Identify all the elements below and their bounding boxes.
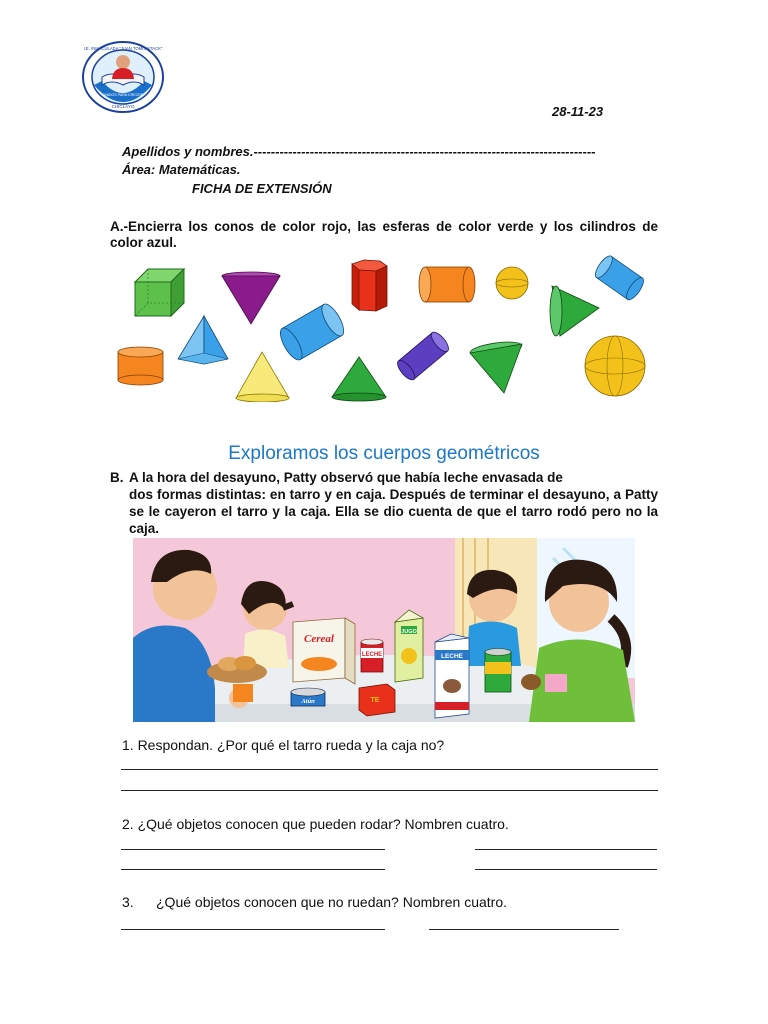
tea-box xyxy=(359,684,395,716)
story-b xyxy=(110,469,658,537)
story-b-text: dos formas distintas: en tarro y en caja. Después de terminar el desayuno, a Patty se le cayeron el tarro y la caja. Ella se dio cuenta de que el tarro rodó pero no la caja. xyxy=(129,487,658,536)
orange-cylinder-horizontal xyxy=(419,267,475,302)
yellow-sphere-small xyxy=(496,267,528,299)
sheet-title: FICHA DE EXTENSIÓN xyxy=(192,181,332,196)
svg-text:LECHE: LECHE xyxy=(361,652,383,658)
geometric-shapes xyxy=(108,252,664,402)
green-cube xyxy=(135,269,184,316)
question-3: ¿Qué objetos conocen que no ruedan? Nombren cuatro. xyxy=(156,894,508,910)
cereal-box xyxy=(293,618,355,684)
answer-line-1b[interactable] xyxy=(121,790,658,791)
answer-line-1a[interactable] xyxy=(121,769,658,770)
answer-line-3b[interactable] xyxy=(429,929,619,930)
story-b-label: B. xyxy=(110,470,124,485)
svg-text:Cereal: Cereal xyxy=(304,633,334,645)
question-3-number: 3. xyxy=(122,894,134,910)
milk-box xyxy=(435,634,469,718)
answer-line-2c[interactable] xyxy=(121,869,385,870)
instruction-a: A.-Encierra los conos de color rojo, las esferas de color verde y los cilindros de color azul. xyxy=(110,219,658,250)
question-2: 2. ¿Qué objetos conocen que pueden rodar? Nombren cuatro. xyxy=(122,816,509,832)
svg-text:JUGO: JUGO xyxy=(401,629,417,635)
svg-text:TE: TE xyxy=(370,697,380,704)
svg-text:LECHE: LECHE xyxy=(440,653,464,660)
yellow-cone xyxy=(236,352,289,402)
purple-cylinder xyxy=(395,329,452,382)
question-1: 1. Respondan. ¿Por qué el tarro rueda y la caja no? xyxy=(122,737,445,753)
svg-text:Atún: Atún xyxy=(301,698,315,705)
green-can xyxy=(485,649,511,693)
orange-cylinder-upright xyxy=(118,347,163,385)
answer-line-3a[interactable] xyxy=(121,929,385,930)
red-hexagonal-prism xyxy=(352,260,387,311)
blue-pyramid xyxy=(178,316,228,364)
date: 28-11-23 xyxy=(552,104,604,119)
svg-text:UNIDOS PARA CRECER: UNIDOS PARA CRECER xyxy=(102,93,144,97)
breakfast-illustration xyxy=(133,538,635,722)
green-cone-upright xyxy=(332,357,386,401)
name-field-label: Apellidos y nombres.------------------------------------------------------------------------------- xyxy=(122,144,596,159)
answer-line-2d[interactable] xyxy=(475,869,657,870)
purple-cone xyxy=(222,272,280,324)
section-title: Exploramos los cuerpos geométricos xyxy=(228,443,540,464)
milk-can xyxy=(361,639,383,672)
area-label: Área: Matemáticas. xyxy=(122,162,241,177)
blue-cylinder-tilted xyxy=(592,253,646,302)
svg-text:CHICLAYO: CHICLAYO xyxy=(111,104,135,109)
svg-text:I.E. INMACULADA "JUAN TOMIS ST: I.E. INMACULADA "JUAN TOMIS STACK" xyxy=(83,46,163,51)
yellow-sphere-large xyxy=(585,336,645,396)
answer-line-2b[interactable] xyxy=(475,849,657,850)
green-cone-tilted xyxy=(550,286,599,336)
blue-cylinder-large xyxy=(276,301,348,363)
tuna-can xyxy=(291,688,325,706)
juice-carton xyxy=(395,610,423,682)
school-logo xyxy=(82,41,164,113)
answer-line-2a[interactable] xyxy=(121,849,385,850)
green-cone-inverted xyxy=(469,339,522,393)
story-b-first-line: A la hora del desayuno, Patty observó que había leche envasada de xyxy=(129,470,563,485)
